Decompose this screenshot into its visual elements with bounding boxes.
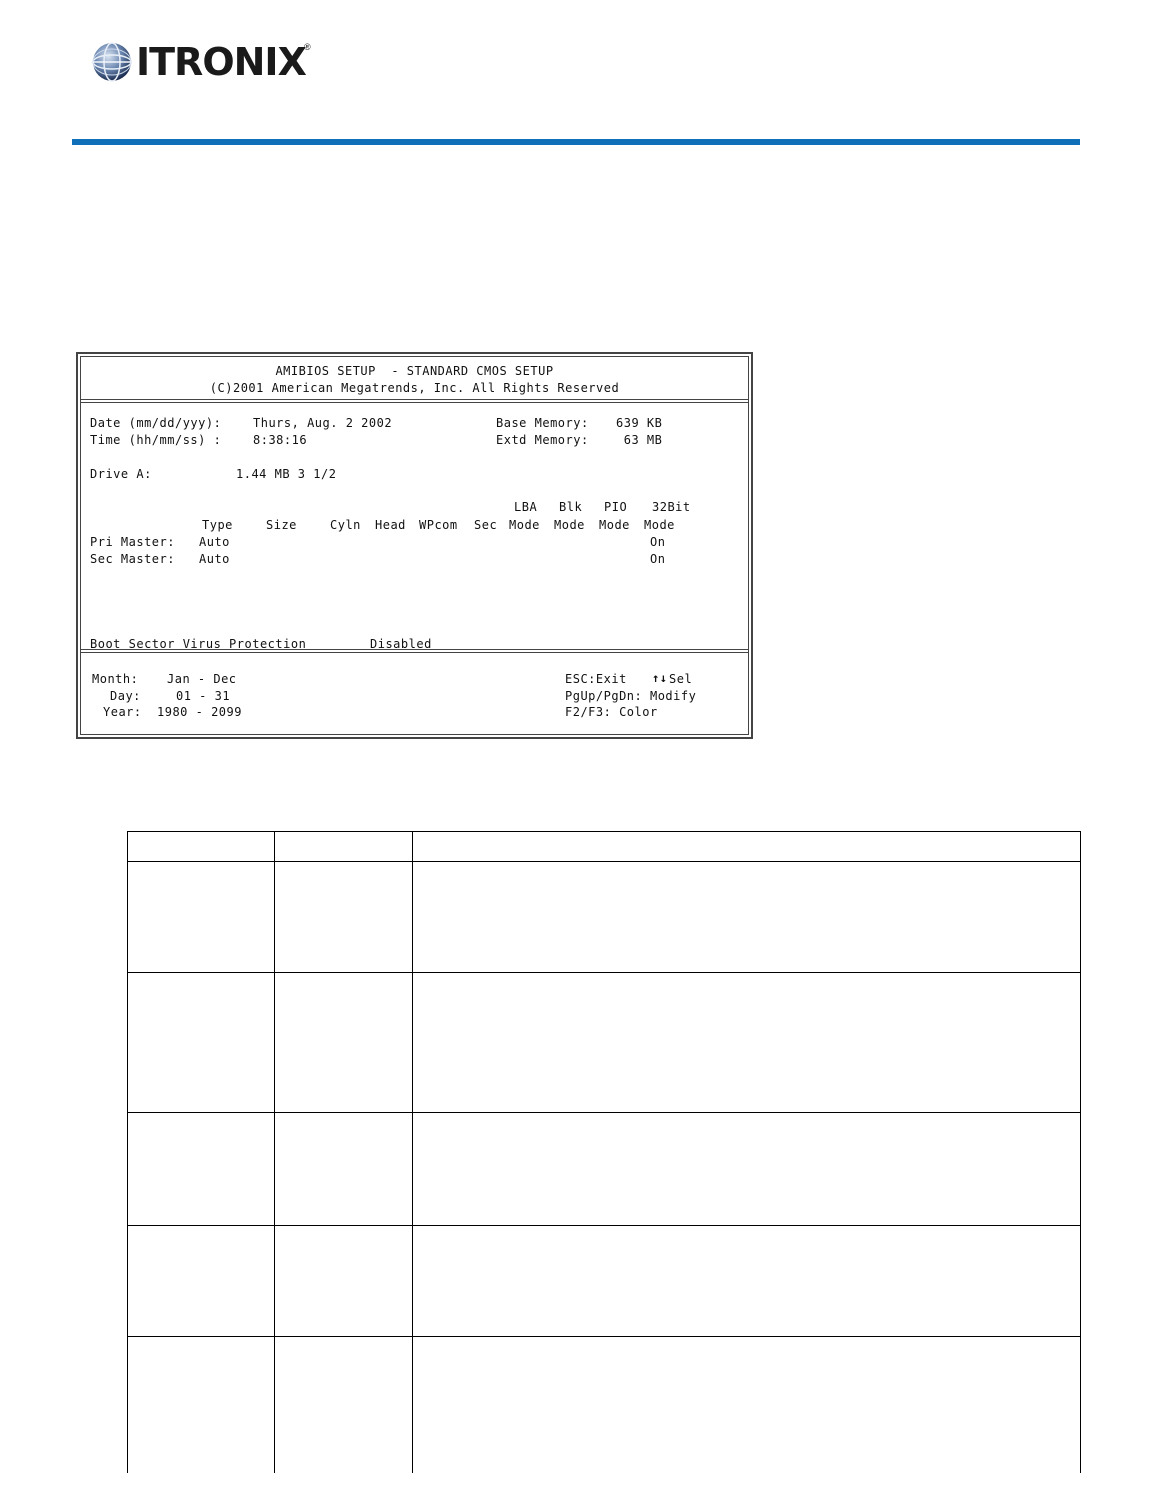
table-cell (128, 1337, 275, 1473)
table-cell (413, 1226, 1081, 1337)
col-sec: Sec (474, 518, 498, 532)
base-memory-value: 639 KB (616, 416, 663, 430)
bios-divider-bottom (81, 649, 748, 653)
table-header-cell (413, 832, 1081, 862)
table-row (128, 1226, 1081, 1337)
key-select: Sel (669, 672, 693, 686)
pri-master-label: Pri Master: (90, 535, 175, 549)
month-range: Jan - Dec (167, 672, 237, 686)
col-cyln: Cyln (330, 518, 361, 532)
table-cell (413, 1113, 1081, 1226)
header-rule (72, 139, 1080, 145)
bios-divider-top (81, 399, 748, 403)
sec-master-label: Sec Master: (90, 552, 175, 566)
itronix-logo (90, 38, 320, 86)
year-range: 1980 - 2099 (157, 705, 242, 719)
brand-name: ITRONIX (136, 40, 306, 84)
bios-frame (80, 356, 749, 735)
pri-master-type: Auto (199, 535, 230, 549)
sec-master-32bit: On (650, 552, 666, 566)
table-row (128, 862, 1081, 973)
day-range: 01 - 31 (176, 689, 231, 703)
col-type: Type (202, 518, 233, 532)
date-value: Thurs, Aug. 2 2002 (253, 416, 393, 430)
col-pio: PIO (604, 500, 628, 514)
table-header-row (128, 832, 1081, 862)
date-label: Date (mm/dd/yyy): (90, 416, 222, 430)
settings-table (127, 831, 1081, 1473)
col-mode-pio: Mode (599, 518, 630, 532)
sec-master-type: Auto (199, 552, 230, 566)
arrow-keys-icon: ↑↓ (652, 671, 668, 685)
table-cell (413, 973, 1081, 1113)
table-row (128, 973, 1081, 1113)
base-memory-label: Base Memory: (496, 416, 589, 430)
col-wpcom: WPcom (419, 518, 458, 532)
table-cell (275, 1337, 413, 1473)
year-label: Year: (103, 705, 142, 719)
table-header-cell (275, 832, 413, 862)
month-label: Month: (92, 672, 139, 686)
virus-protection-value: Disabled (370, 637, 432, 651)
key-esc-exit: ESC:Exit (565, 672, 627, 686)
table-cell (413, 862, 1081, 973)
pri-master-32bit: On (650, 535, 666, 549)
table-cell (128, 973, 275, 1113)
table-cell (275, 1113, 413, 1226)
col-size: Size (266, 518, 297, 532)
table-cell (413, 1337, 1081, 1473)
drive-a-value: 1.44 MB 3 1/2 (236, 467, 337, 481)
col-mode-blk: Mode (554, 518, 585, 532)
time-value: 8:38:16 (253, 433, 308, 447)
virus-protection-label: Boot Sector Virus Protection (90, 637, 307, 651)
table-header-cell (128, 832, 275, 862)
day-label: Day: (110, 689, 141, 703)
time-label: Time (hh/mm/ss) : (90, 433, 222, 447)
extd-memory-label: Extd Memory: (496, 433, 589, 447)
table-cell (275, 973, 413, 1113)
table-row (128, 1113, 1081, 1226)
bios-screenshot (76, 352, 753, 739)
globe-icon (90, 38, 134, 86)
col-32bit: 32Bit (652, 500, 691, 514)
table-cell (275, 862, 413, 973)
table-cell (128, 862, 275, 973)
table-cell (275, 1226, 413, 1337)
drive-a-label: Drive A: (90, 467, 152, 481)
key-pgup-pgdn: PgUp/PgDn: Modify (565, 689, 697, 703)
col-mode-lba: Mode (509, 518, 540, 532)
col-blk: Blk (559, 500, 583, 514)
col-lba: LBA (514, 500, 538, 514)
bios-copyright: (C)2001 American Megatrends, Inc. All Rights Reserved (209, 381, 620, 395)
key-f2-f3-color: F2/F3: Color (565, 705, 658, 719)
extd-memory-value: 63 MB (616, 433, 663, 447)
table-cell (128, 1113, 275, 1226)
col-mode-32bit: Mode (644, 518, 675, 532)
col-head: Head (375, 518, 406, 532)
registered-mark: ® (304, 42, 311, 52)
table-cell (128, 1226, 275, 1337)
table-row (128, 1337, 1081, 1473)
bios-title: AMIBIOS SETUP - STANDARD CMOS SETUP (275, 364, 554, 378)
